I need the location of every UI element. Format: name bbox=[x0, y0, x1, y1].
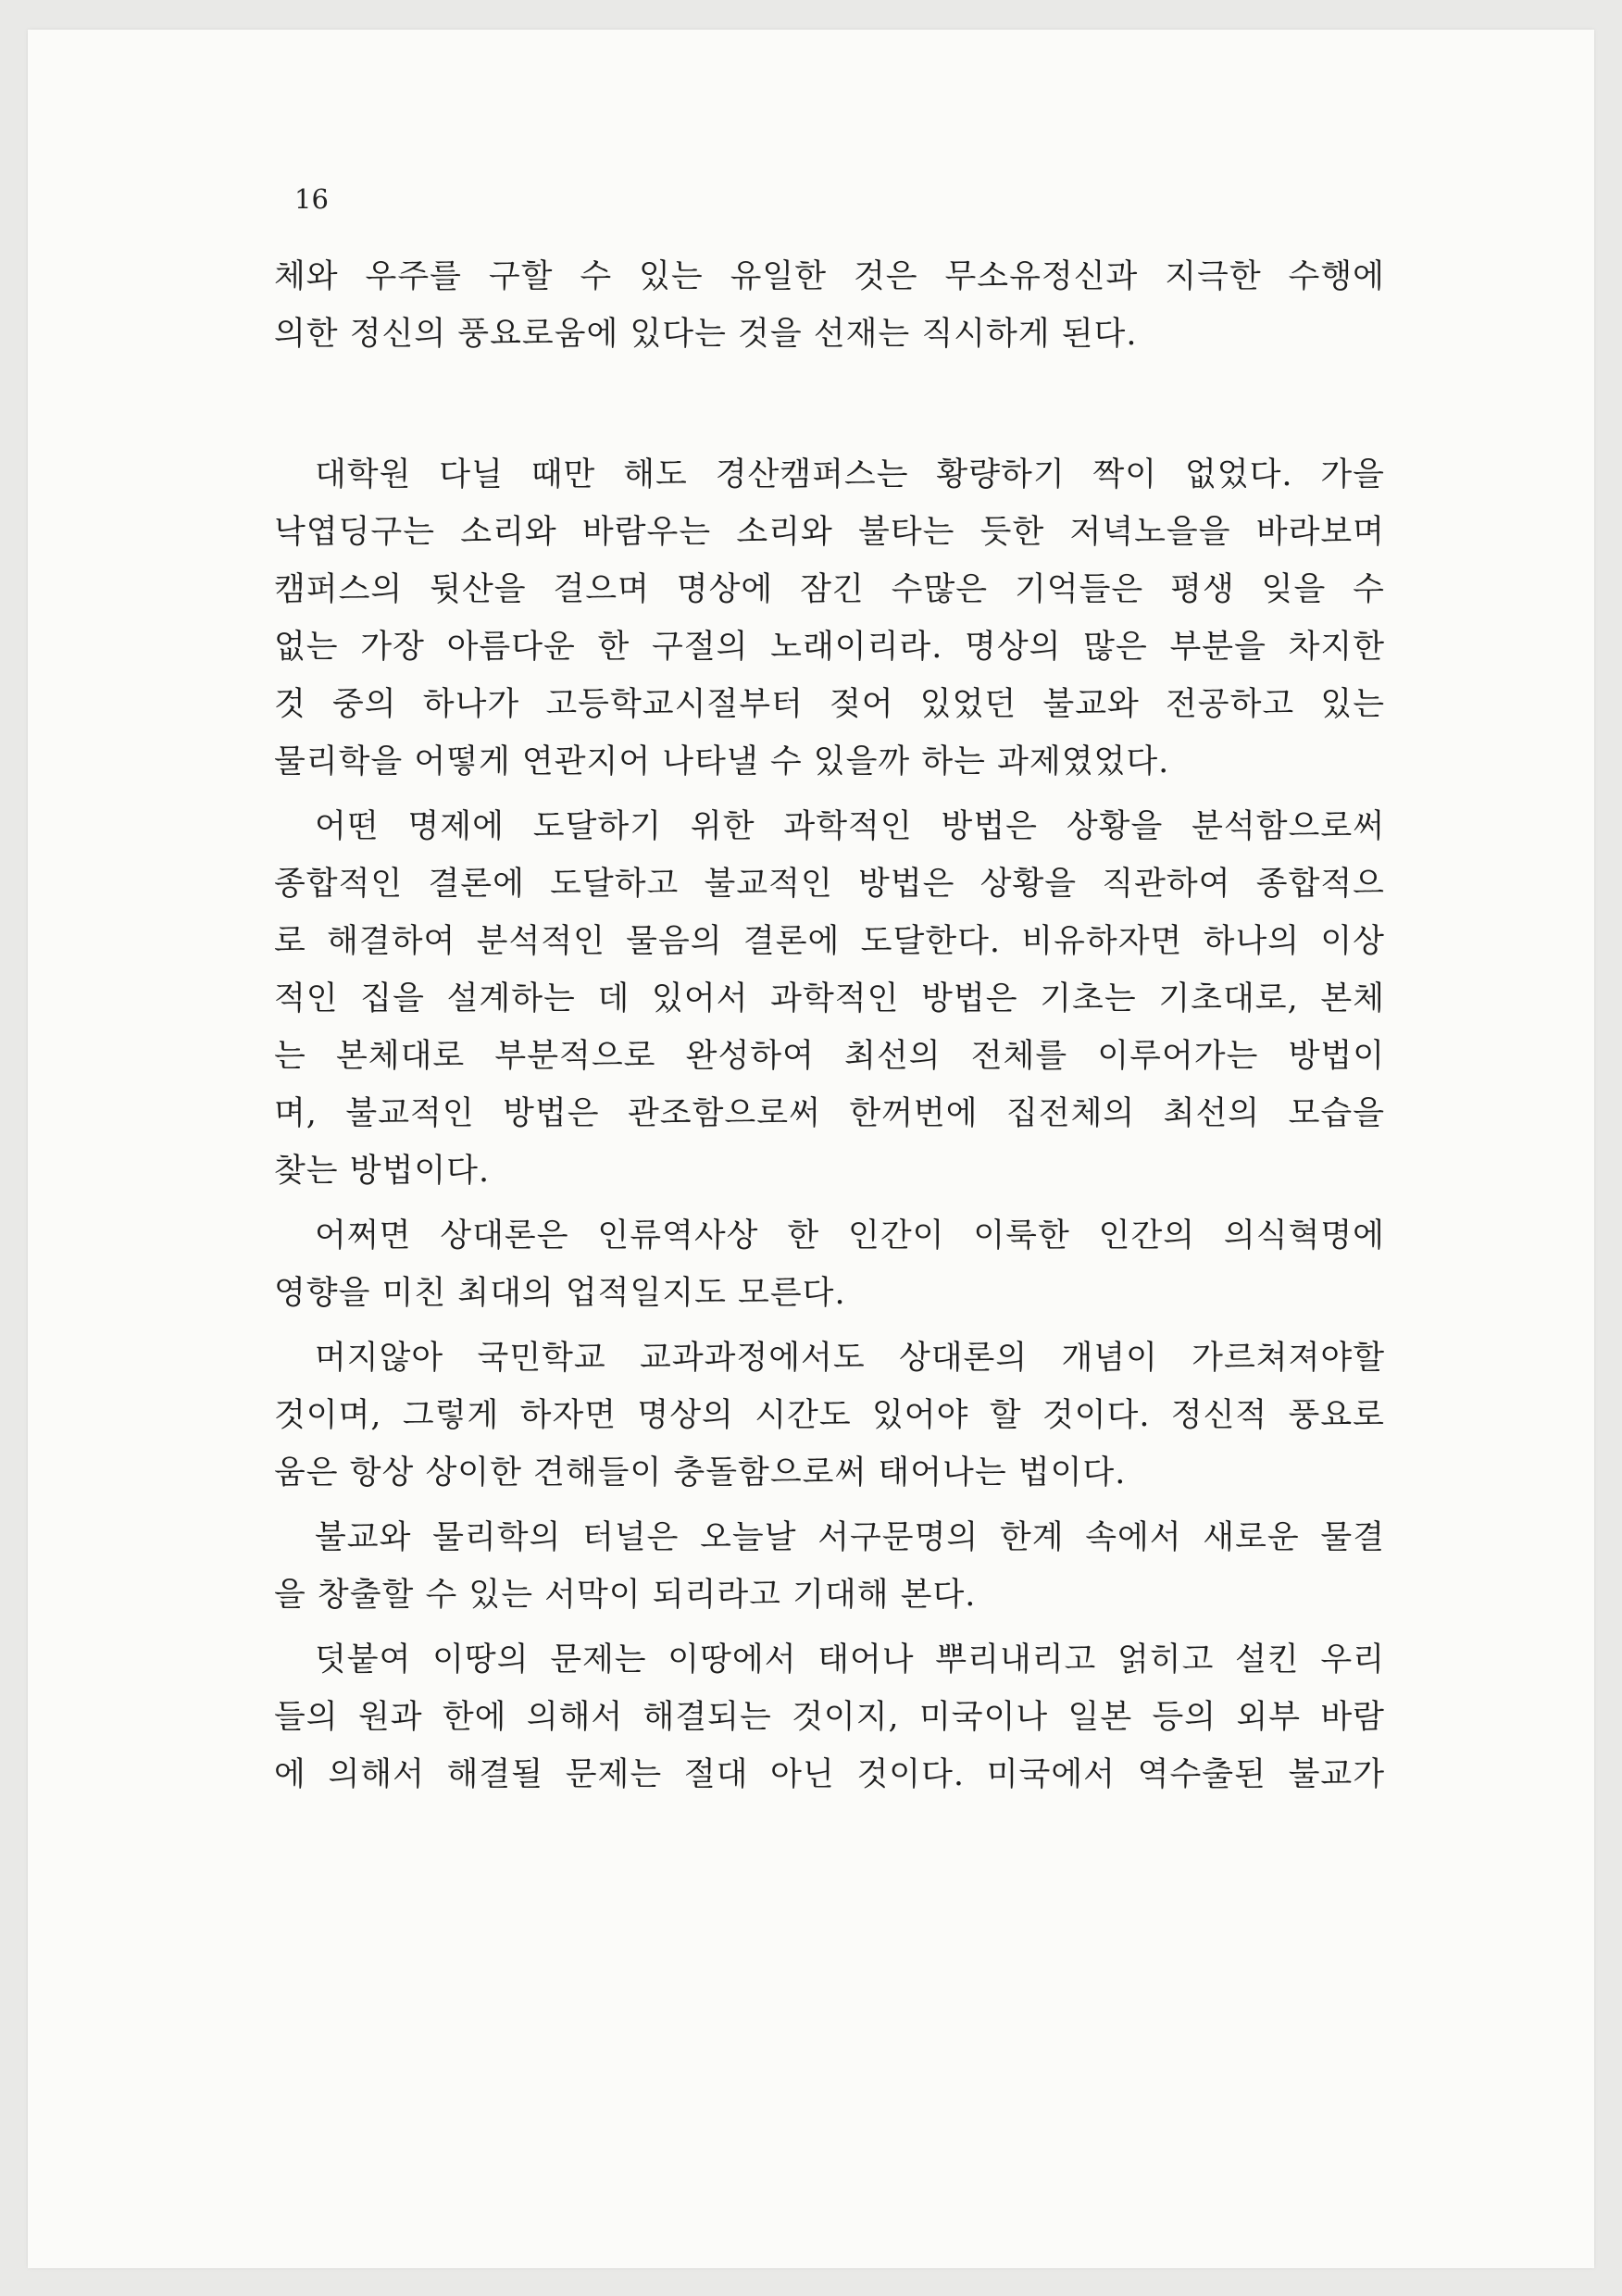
text-line: 을 창출할 수 있는 서막이 되리라고 기대해 본다. bbox=[274, 1577, 977, 1614]
text-line: 의한 정신의 풍요로움에 있다는 것을 선재는 직시하게 된다. bbox=[274, 316, 1138, 353]
text-line: 머지않아 국민학교 교과과정에서도 상대론의 개념이 가르쳐져야할 bbox=[315, 1340, 1385, 1377]
paragraph bbox=[274, 1329, 1385, 1502]
paragraph bbox=[274, 798, 1385, 1200]
text-line: 움은 항상 상이한 견해들이 충돌함으로써 태어나는 법이다. bbox=[274, 1454, 1127, 1491]
text-line: 종합적인 결론에 도달하고 불교적인 방법은 상황을 직관하여 종합적으 bbox=[274, 866, 1385, 903]
text-line: 덧붙여 이땅의 문제는 이땅에서 태어나 뿌리내리고 얽히고 설킨 우리 bbox=[315, 1641, 1385, 1678]
paragraph bbox=[274, 1509, 1385, 1624]
text-line: 캠퍼스의 뒷산을 걸으며 명상에 잠긴 수많은 기억들은 평생 잊을 수 bbox=[274, 571, 1385, 608]
text-line: 물리학을 어떻게 연관지어 나타낼 수 있을까 하는 과제였었다. bbox=[274, 743, 1170, 780]
text-line: 낙엽딩구는 소리와 바람우는 소리와 불타는 듯한 저녁노을을 바라보며 bbox=[274, 514, 1385, 551]
paragraph bbox=[274, 1631, 1385, 1803]
text-line: 어떤 명제에 도달하기 위한 과학적인 방법은 상황을 분석함으로써 bbox=[315, 808, 1385, 845]
text-line: 찾는 방법이다. bbox=[274, 1153, 491, 1190]
text-line: 것이며, 그렇게 하자면 명상의 시간도 있어야 할 것이다. 정신적 풍요로 bbox=[274, 1397, 1385, 1434]
paragraph-continuation bbox=[274, 248, 1385, 363]
text-line: 영향을 미친 최대의 업적일지도 모른다. bbox=[274, 1275, 846, 1312]
text-line: 에 의해서 해결될 문제는 절대 아닌 것이다. 미국에서 역수출된 불교가 bbox=[274, 1756, 1385, 1793]
page-number: 16 bbox=[294, 183, 329, 215]
text-line: 것 중의 하나가 고등학교시절부터 젖어 있었던 불교와 전공하고 있는 bbox=[274, 686, 1385, 723]
text-line: 없는 가장 아름다운 한 구절의 노래이리라. 명상의 많은 부분을 차지한 bbox=[274, 629, 1385, 666]
text-line: 대학원 다닐 때만 해도 경산캠퍼스는 황량하기 짝이 없었다. 가을 bbox=[315, 456, 1385, 493]
text-line: 불교와 물리학의 터널은 오늘날 서구문명의 한계 속에서 새로운 물결 bbox=[315, 1519, 1385, 1556]
text-line: 로 해결하여 분석적인 물음의 결론에 도달한다. 비유하자면 하나의 이상 bbox=[274, 923, 1385, 960]
text-line: 적인 집을 설계하는 데 있어서 과학적인 방법은 기초는 기초대로, 본체 bbox=[274, 980, 1385, 1017]
paragraph bbox=[274, 1207, 1385, 1322]
text-line: 들의 원과 한에 의해서 해결되는 것이지, 미국이나 일본 등의 외부 바람 bbox=[274, 1699, 1385, 1736]
text-line: 어쩌면 상대론은 인류역사상 한 인간이 이룩한 인간의 의식혁명에 bbox=[315, 1217, 1385, 1254]
body-text bbox=[274, 248, 1385, 1803]
text-line: 는 본체대로 부분적으로 완성하여 최선의 전체를 이루어가는 방법이 bbox=[274, 1038, 1385, 1075]
paragraph bbox=[274, 446, 1385, 791]
text-line: 며, 불교적인 방법은 관조함으로써 한꺼번에 집전체의 최선의 모습을 bbox=[274, 1095, 1385, 1132]
text-line: 체와 우주를 구할 수 있는 유일한 것은 무소유정신과 지극한 수행에 bbox=[274, 258, 1385, 295]
